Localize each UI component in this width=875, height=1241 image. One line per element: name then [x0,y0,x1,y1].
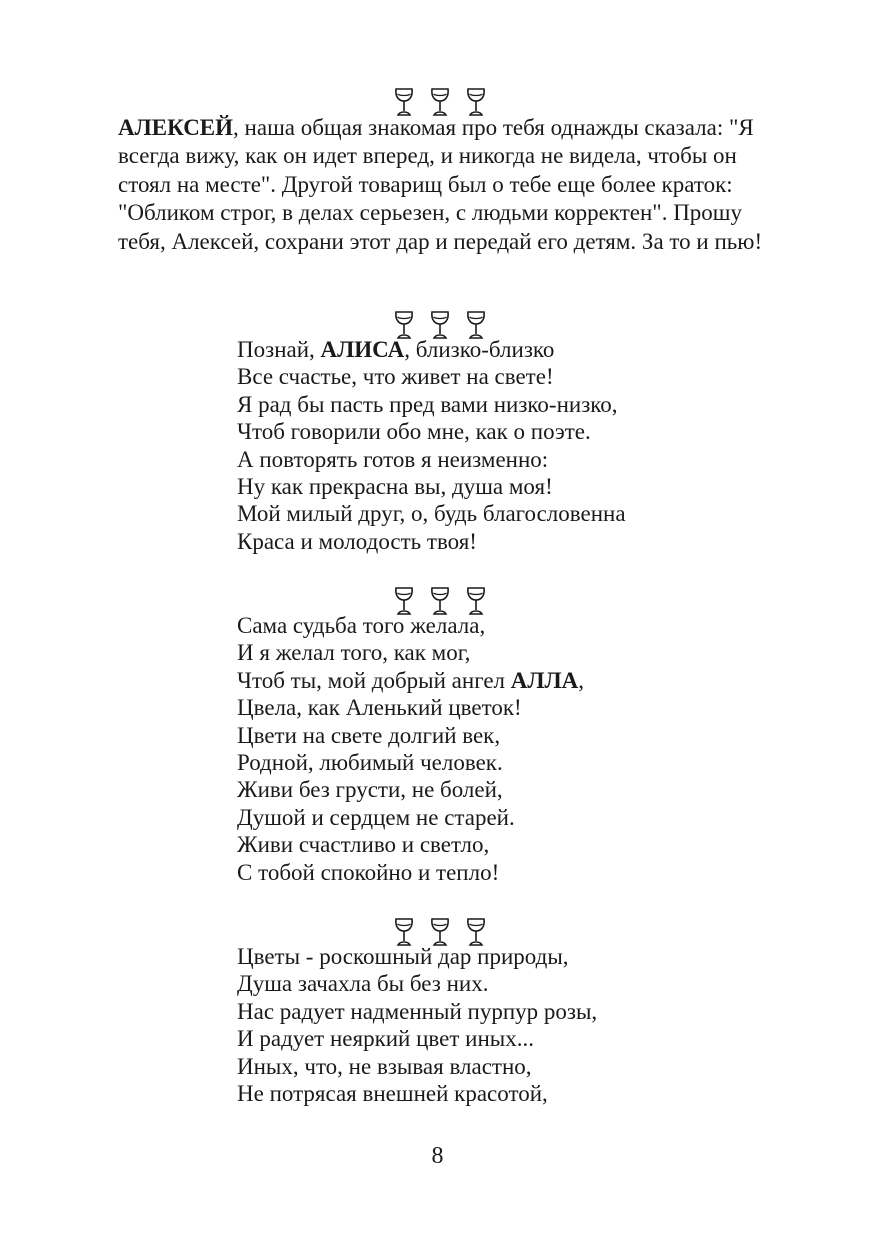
poem-line: Душа зачахла бы без них. [237,971,489,997]
poem-line: И я желал того, как мог, [237,640,471,666]
poem-line [237,667,757,694]
poem-line: Ну как прекрасна вы, душа моя! [237,474,553,500]
toast-alexey [118,114,768,256]
poem-line: И радует неяркий цвет иных... [237,1026,534,1052]
section-divider [380,87,500,117]
poem-line: С тобой спокойно и тепло! [237,859,500,885]
poem-alisa [237,336,757,555]
poem-line: Не потрясая внешней красотой, [237,1081,548,1107]
poem-line: Цвела, как Аленький цветок! [237,695,522,721]
name-alisa: АЛИСА [320,337,405,362]
poem-line: Живи без грусти, не болей, [237,777,503,803]
name-alexey: АЛЕКСЕЙ [118,115,234,140]
poem-line: Иных, что, не взывая властно, [237,1053,532,1079]
poem-line: Цветы - роскошный дар природы, [237,944,569,969]
poem-line-text: , [578,667,585,693]
poem-line: Я рад бы пасть пред вами низко-низко, [237,391,618,417]
poem-line: Родной, любимый человек. [237,750,503,776]
toast-alexey-text: , наша общая знакомая про тебя однажды сказала: "Я всегда вижу, как он идет вперед, и никогда не видела, чтобы он стоял на месте". Другой товарищ был о тебе еще более краток: "Обликом строг, в делах серьезен, с людьми корректен". Прошу тебя, Алексей, сохрани этот дар и передай его детям. За то и пью! [118,115,763,254]
poem-line: Душой и сердцем не старей. [237,804,515,830]
poem-line: Нас радует надменный пурпур розы, [237,998,598,1024]
poem-line: Сама судьба того желала, [237,613,486,638]
poem-line-text: , близко-близко [404,337,555,362]
poem-line-text: Познай, [237,337,321,362]
page-number: 8 [431,1143,444,1169]
poem-line: Все счастье, что живет на свете! [237,364,554,390]
poem-alla [237,612,757,886]
poem-line: Мой милый друг, о, будь благословенна [237,501,626,527]
poem-line: Краса и молодость твоя! [237,528,477,554]
wine-glass-icon [465,87,487,117]
name-alla: АЛЛА [510,667,579,693]
wine-glass-icon [429,87,451,117]
poem-flowers [237,943,757,1107]
poem-line: Чтоб говорили обо мне, как о поэте. [237,419,591,445]
wine-glass-icon [393,87,415,117]
poem-line-text: Чтоб ты, мой добрый ангел [237,667,511,693]
poem-line: А повторять готов я неизменно: [237,446,549,472]
poem-line: Цвети на свете долгий век, [237,722,501,748]
poem-line: Живи счастливо и светло, [237,832,490,858]
poem-line [237,336,757,363]
